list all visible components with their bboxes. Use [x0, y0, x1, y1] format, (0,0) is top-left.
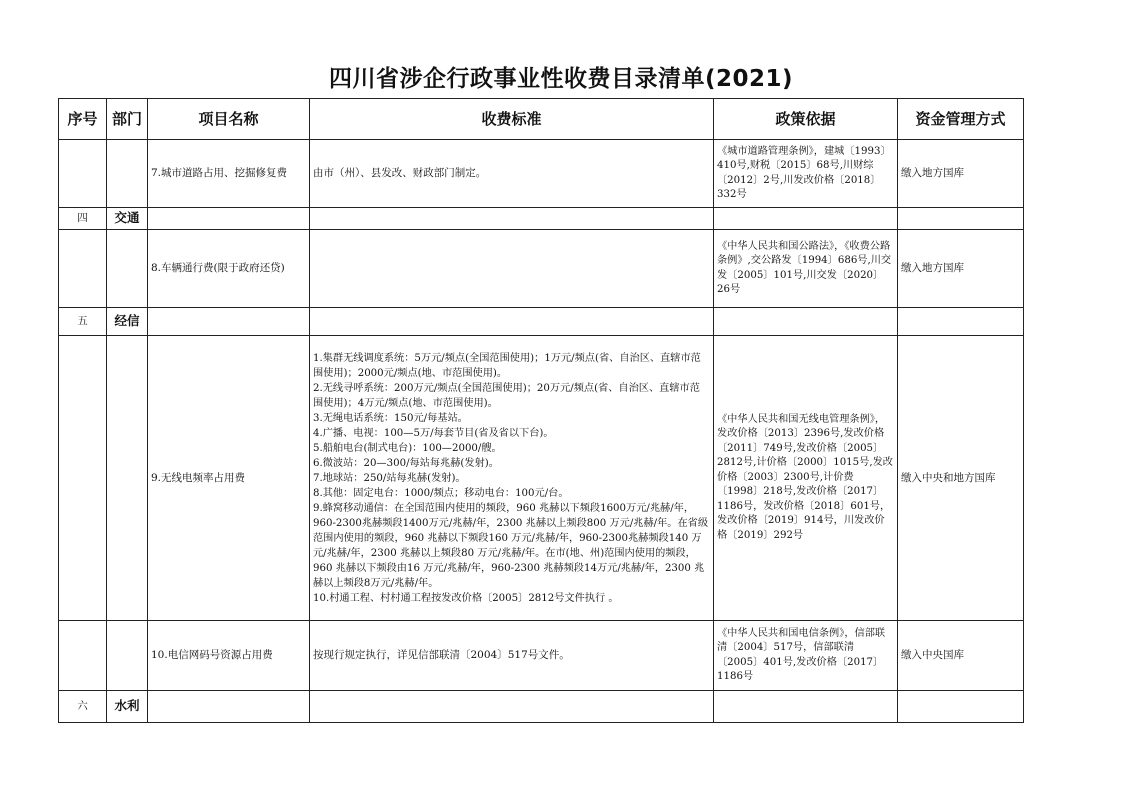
header-fund: 资金管理方式 — [898, 99, 1024, 140]
header-dept: 部门 — [107, 99, 148, 140]
header-item: 项目名称 — [148, 99, 310, 140]
standard-line: 2.无线寻呼系统：200万元/频点(全国范围使用)；20万元/频点(省、自治区、直辖市范围使用)；4万元/频点(地、市范围使用)。 — [313, 382, 700, 409]
header-row — [59, 99, 1024, 140]
dept-cell: 水利 — [107, 691, 148, 723]
standard-line: 6.微波站：20—300/每站每兆赫(发射)。 — [313, 457, 499, 469]
item-cell: 9.无线电频率占用费 — [148, 336, 310, 621]
policy-cell: 《中华人民共和国公路法》，《收费公路条例》,交公路发〔1994〕686号,川交发〔2005〕101号,川交发〔2020〕26号 — [714, 230, 898, 308]
policy-cell: 《城市道路管理条例》，建城〔1993〕410号,财税〔2015〕68号,川财综〔2012〕2号,川发改价格〔2018〕332号 — [714, 140, 898, 208]
fund-cell: 缴入地方国库 — [898, 230, 1024, 308]
page-title: 四川省涉企行政事业性收费目录清单(2021) — [328, 66, 794, 92]
seq-cell — [59, 140, 107, 208]
standard-line: 3.无绳电话系统：150元/每基站。 — [313, 412, 468, 424]
header-policy: 政策依据 — [714, 99, 898, 140]
standard-line: 10.村通工程、村村通工程按发改价格〔2005〕2812号文件执行 。 — [313, 592, 619, 604]
standard-cell: 由市（州）、县发改、财政部门制定。 — [310, 140, 714, 208]
seq-cell — [59, 336, 107, 621]
section-row — [59, 308, 1024, 336]
standard-cell: 按现行规定执行，详见信部联清〔2004〕517号文件。 — [310, 621, 714, 691]
seq-cell: 五 — [59, 308, 107, 336]
standard-cell — [310, 230, 714, 308]
dept-cell: 经信 — [107, 308, 148, 336]
dept-cell — [107, 336, 148, 621]
dept-cell — [107, 621, 148, 691]
policy-cell: 《中华人民共和国无线电管理条例》，发改价格〔2013〕2396号,发改价格〔2011〕749号,发改价格〔2005〕2812号,计价格〔2000〕1015号,发改价格〔2003〕2300号,计价费〔1998〕218号,发改价格〔2017〕1186号，发改价格〔2018〕601号，发改价格〔2019〕914号，川发改价格〔2019〕292号 — [714, 336, 898, 621]
standard-line: 9.蜂窝移动通信：在全国范围内使用的频段，960 兆赫以下频段1600万元/兆赫/年，960-2300兆赫频段1400万元/兆赫/年，2300 兆赫以上频段800 万元/兆赫/年。在省级范围内使用的频段，960 兆赫以下频段160 万元/兆赫/年，960-2300兆赫频段140 万元/兆赫/年，2300 兆赫以上频段80 万元/兆赫/年。在市(地、州)范围内使用的频段，960 兆赫以下频段由16 万元/兆赫/年，960-2300 兆赫频段14万元/兆赫/年，2300 兆赫以上频段8万元/兆赫/年。 — [313, 502, 709, 589]
dept-cell: 交通 — [107, 208, 148, 230]
standard-cell — [310, 336, 714, 621]
standard-line: 8.其他：固定电台：1000/频点；移动电台：100元/台。 — [313, 487, 569, 499]
dept-cell — [107, 140, 148, 208]
seq-cell: 六 — [59, 691, 107, 723]
policy-cell: 《中华人民共和国电信条例》，信部联清〔2004〕517号，信部联清〔2005〕401号,发改价格〔2017〕1186号 — [714, 621, 898, 691]
table-row — [59, 336, 1024, 621]
standard-line: 7.地球站：250/站每兆赫(发射)。 — [313, 472, 466, 484]
standard-line: 5.船舶电台(制式电台)：100—2000/艘。 — [313, 442, 502, 454]
fee-table — [58, 98, 1024, 723]
item-cell: 10.电信网码号资源占用费 — [148, 621, 310, 691]
header-seq: 序号 — [59, 99, 107, 140]
table-row — [59, 230, 1024, 308]
fund-cell: 缴入地方国库 — [898, 140, 1024, 208]
seq-cell — [59, 621, 107, 691]
table-row — [59, 621, 1024, 691]
item-cell: 8.车辆通行费(限于政府还贷) — [148, 230, 310, 308]
item-cell: 7.城市道路占用、挖掘修复费 — [148, 140, 310, 208]
seq-cell — [59, 230, 107, 308]
seq-cell: 四 — [59, 208, 107, 230]
dept-cell — [107, 230, 148, 308]
header-standard: 收费标准 — [310, 99, 714, 140]
standard-line: 4.广播、电视：100—5万/每套节目(省及省以下台)。 — [313, 427, 554, 439]
fund-cell: 缴入中央和地方国库 — [898, 336, 1024, 621]
table-row — [59, 140, 1024, 208]
fund-cell: 缴入中央国库 — [898, 621, 1024, 691]
section-row — [59, 208, 1024, 230]
standard-line: 1.集群无线调度系统：5万元/频点(全国范围使用)；1万元/频点(省、自治区、直辖市范围使用)；2000元/频点(地、市范围使用)。 — [313, 352, 701, 379]
section-row — [59, 691, 1024, 723]
